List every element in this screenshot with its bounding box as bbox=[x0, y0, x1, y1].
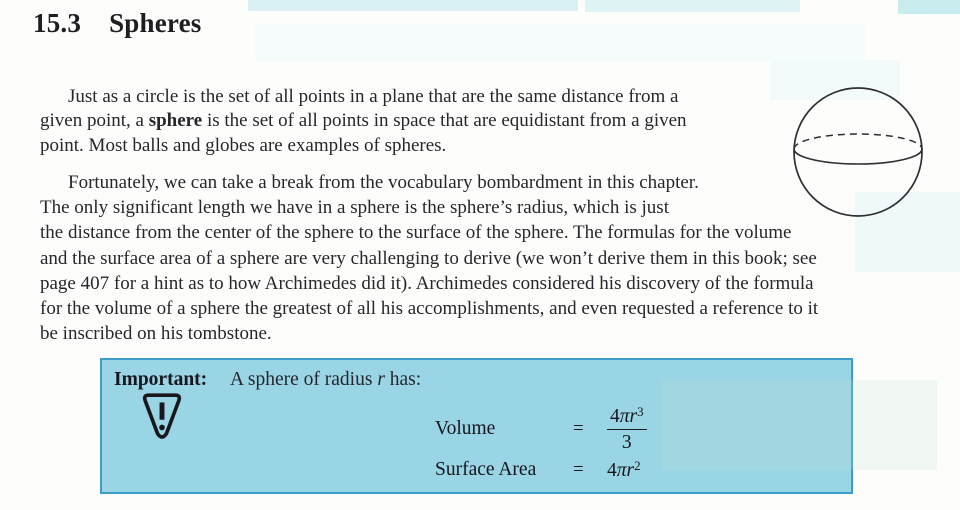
scan-artifact bbox=[662, 380, 937, 470]
section-heading bbox=[33, 8, 201, 39]
text-segment: Just as a circle is the set of all points in a plane that are the same distance from a bbox=[68, 86, 679, 107]
text-segment: 2 bbox=[634, 458, 641, 473]
formula-row-volume bbox=[435, 405, 647, 454]
sphere-illustration bbox=[786, 82, 936, 222]
text-line bbox=[40, 195, 818, 220]
fraction-numerator bbox=[607, 405, 647, 430]
text-segment: is the set of all points in space that are equidistant from a given bbox=[202, 110, 687, 132]
important-callout bbox=[100, 358, 853, 494]
text-segment: be inscribed on his tombstone. bbox=[40, 323, 272, 345]
formula-label: Surface Area bbox=[435, 459, 537, 480]
text-segment: A sphere of radius bbox=[230, 369, 378, 390]
text-segment: Fortunately, we can take a break from the vocabulary bombardment in this chapter. bbox=[68, 172, 699, 193]
text-segment: page 407 for a hint as to how Archimedes did it). Archimedes considered his discovery of the formula bbox=[40, 272, 814, 294]
text-line bbox=[40, 271, 818, 296]
text-segment: has: bbox=[384, 369, 422, 390]
text-segment: sphere bbox=[148, 110, 203, 132]
text-line bbox=[40, 296, 818, 321]
text-segment: 4 bbox=[607, 460, 617, 481]
equals-sign: = bbox=[573, 459, 584, 480]
text-segment: given point, a bbox=[40, 110, 149, 132]
text-segment: 3 bbox=[637, 404, 644, 419]
formula-expression bbox=[607, 458, 641, 482]
text-segment: and the surface area of a sphere are very challenging to derive (we won’t derive them in this book; see bbox=[40, 247, 817, 269]
fraction-denominator: 3 bbox=[621, 432, 632, 454]
sphere-outline bbox=[794, 88, 922, 216]
text-line bbox=[40, 220, 818, 245]
equals-sign: = bbox=[573, 418, 584, 440]
text-line bbox=[40, 321, 818, 346]
text-segment: for the volume of a sphere the greatest of all his accomplishments, and even requested a reference to it bbox=[40, 298, 819, 320]
scan-artifact bbox=[898, 0, 960, 14]
paragraph-2 bbox=[40, 170, 818, 346]
text-line bbox=[40, 109, 687, 133]
text-segment: πr bbox=[616, 460, 635, 481]
text-line bbox=[40, 85, 687, 109]
section-title: Spheres bbox=[109, 8, 202, 38]
important-label: Important: bbox=[114, 369, 208, 390]
sphere-equator-front bbox=[794, 149, 922, 164]
text-line bbox=[40, 170, 818, 195]
sphere-equator-back-dashed bbox=[794, 134, 922, 149]
scan-artifact bbox=[255, 24, 865, 62]
fraction bbox=[607, 405, 647, 454]
scan-artifact bbox=[585, 0, 800, 12]
scan-artifact bbox=[248, 0, 578, 11]
section-number: 15.3 bbox=[33, 8, 82, 38]
text-segment: πr bbox=[619, 406, 638, 427]
paragraph-1 bbox=[40, 85, 687, 158]
text-segment: point. Most balls and globes are examples of spheres. bbox=[40, 134, 447, 156]
text-segment: r bbox=[377, 369, 385, 390]
text-line bbox=[40, 246, 818, 271]
exclamation-triangle-icon bbox=[142, 392, 182, 442]
text-segment: the distance from the center of the sphere to the surface of the sphere. The formulas for the volume bbox=[40, 222, 792, 244]
text-line bbox=[40, 134, 687, 158]
formula-row-surface-area bbox=[435, 458, 641, 482]
important-intro bbox=[230, 369, 421, 391]
text-segment: 4 bbox=[610, 406, 620, 427]
text-segment: The only significant length we have in a sphere is the sphere’s radius, which is just bbox=[40, 197, 669, 219]
formula-label: Volume bbox=[435, 418, 496, 440]
